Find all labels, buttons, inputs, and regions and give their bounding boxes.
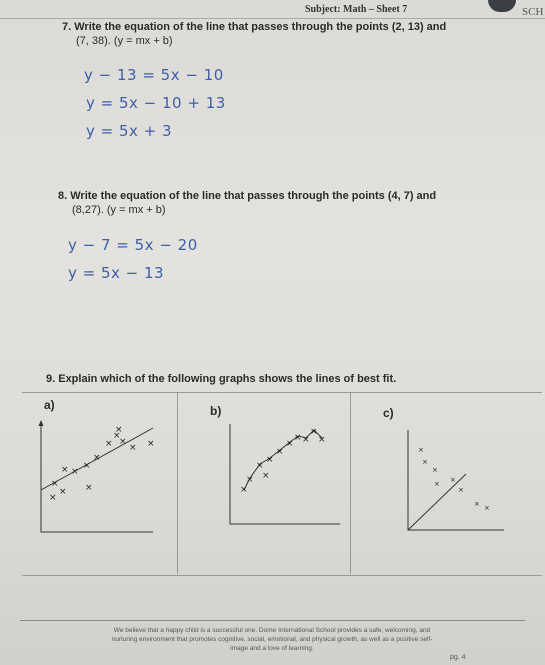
school-code: SCH xyxy=(522,6,544,18)
graph-b-point: × xyxy=(256,461,264,471)
graph-b-connected-line xyxy=(244,430,322,490)
question-8-line2: (8,27). (y = mx + b) xyxy=(72,204,166,216)
graph-a xyxy=(35,420,165,540)
graph-b-point: × xyxy=(294,433,302,443)
answer-7-step1: y − 13 = 5x − 10 xyxy=(84,66,224,84)
graph-b-point: × xyxy=(266,455,274,465)
graph-b xyxy=(222,420,347,532)
graph-a-point: × xyxy=(61,465,69,475)
question-7-line1: 7. Write the equation of the line that passes through the points (2, 13) and xyxy=(62,21,447,33)
subject-header: Subject: Math – Sheet 7 xyxy=(305,4,408,15)
question-7-line2: (7, 38). (y = mx + b) xyxy=(76,35,173,47)
answer-8-step1: y − 7 = 5x − 20 xyxy=(68,236,198,254)
graph-c-point: × xyxy=(474,500,480,508)
footer-line2: nurturing environment that promotes cognitive, social, emotional, and physical growth, as well as a positive self- xyxy=(111,636,433,643)
footer-divider xyxy=(20,620,525,621)
graph-c-point: × xyxy=(484,504,490,512)
graph-a-point: × xyxy=(119,437,127,447)
graph-divider-1 xyxy=(177,392,178,574)
graph-c-axes xyxy=(408,430,504,530)
graph-a-label: a) xyxy=(44,398,55,412)
question-8-line1: 8. Write the equation of the line that passes through the points (4, 7) and xyxy=(58,190,437,202)
graph-b-point: × xyxy=(286,439,294,449)
school-logo xyxy=(488,0,516,12)
graph-b-point: × xyxy=(302,435,310,445)
graph-b-point: × xyxy=(310,427,318,437)
question-9-line1: 9. Explain which of the following graphs shows the lines of best fit. xyxy=(46,373,397,385)
graph-a-point: × xyxy=(85,483,93,493)
graph-a-point: × xyxy=(115,425,123,435)
graph-b-point: × xyxy=(262,471,270,481)
graph-c-point: × xyxy=(450,476,456,484)
answer-8-step2: y = 5x − 13 xyxy=(68,264,165,282)
graph-a-point: × xyxy=(113,431,121,441)
graph-b-point: × xyxy=(276,447,284,457)
header-divider xyxy=(0,18,545,19)
graph-c-label: c) xyxy=(383,406,394,420)
graph-a-axes xyxy=(41,422,153,532)
question-9 xyxy=(46,372,396,386)
graph-b-point: × xyxy=(246,475,254,485)
page-number: pg. 4 xyxy=(450,654,466,661)
footer-line1: We believe that a happy child is a successful one. Dome International School provides a safe, welcoming, and xyxy=(113,627,431,634)
graph-c-point: × xyxy=(422,458,428,466)
graph-a-point: × xyxy=(49,493,57,503)
graph-a-point: × xyxy=(147,439,155,449)
graph-a-point: × xyxy=(51,479,59,489)
graph-c-point: × xyxy=(458,486,464,494)
answer-7-step2: y = 5x − 10 + 13 xyxy=(86,94,226,112)
graph-divider-2 xyxy=(350,392,351,574)
footer-text xyxy=(52,626,492,653)
graph-b-point: × xyxy=(318,435,326,445)
graph-c-point: × xyxy=(418,446,424,454)
answer-7-step3: y = 5x + 3 xyxy=(86,122,173,140)
graph-c xyxy=(400,428,510,536)
question-7 xyxy=(62,20,446,48)
footer-line3: image and a love of learning. xyxy=(230,645,314,652)
graph-c-point: × xyxy=(432,466,438,474)
question-8 xyxy=(58,189,436,217)
graph-a-point: × xyxy=(83,461,91,471)
graph-a-point: × xyxy=(129,443,137,453)
graph-a-point: × xyxy=(71,467,79,477)
graph-b-point: × xyxy=(240,485,248,495)
graph-a-point: × xyxy=(93,453,101,463)
graph-c-point: × xyxy=(434,480,440,488)
graph-a-point: × xyxy=(105,439,113,449)
graph-a-point: × xyxy=(59,487,67,497)
graph-b-label: b) xyxy=(210,404,222,418)
graph-a-arrow xyxy=(39,420,44,426)
